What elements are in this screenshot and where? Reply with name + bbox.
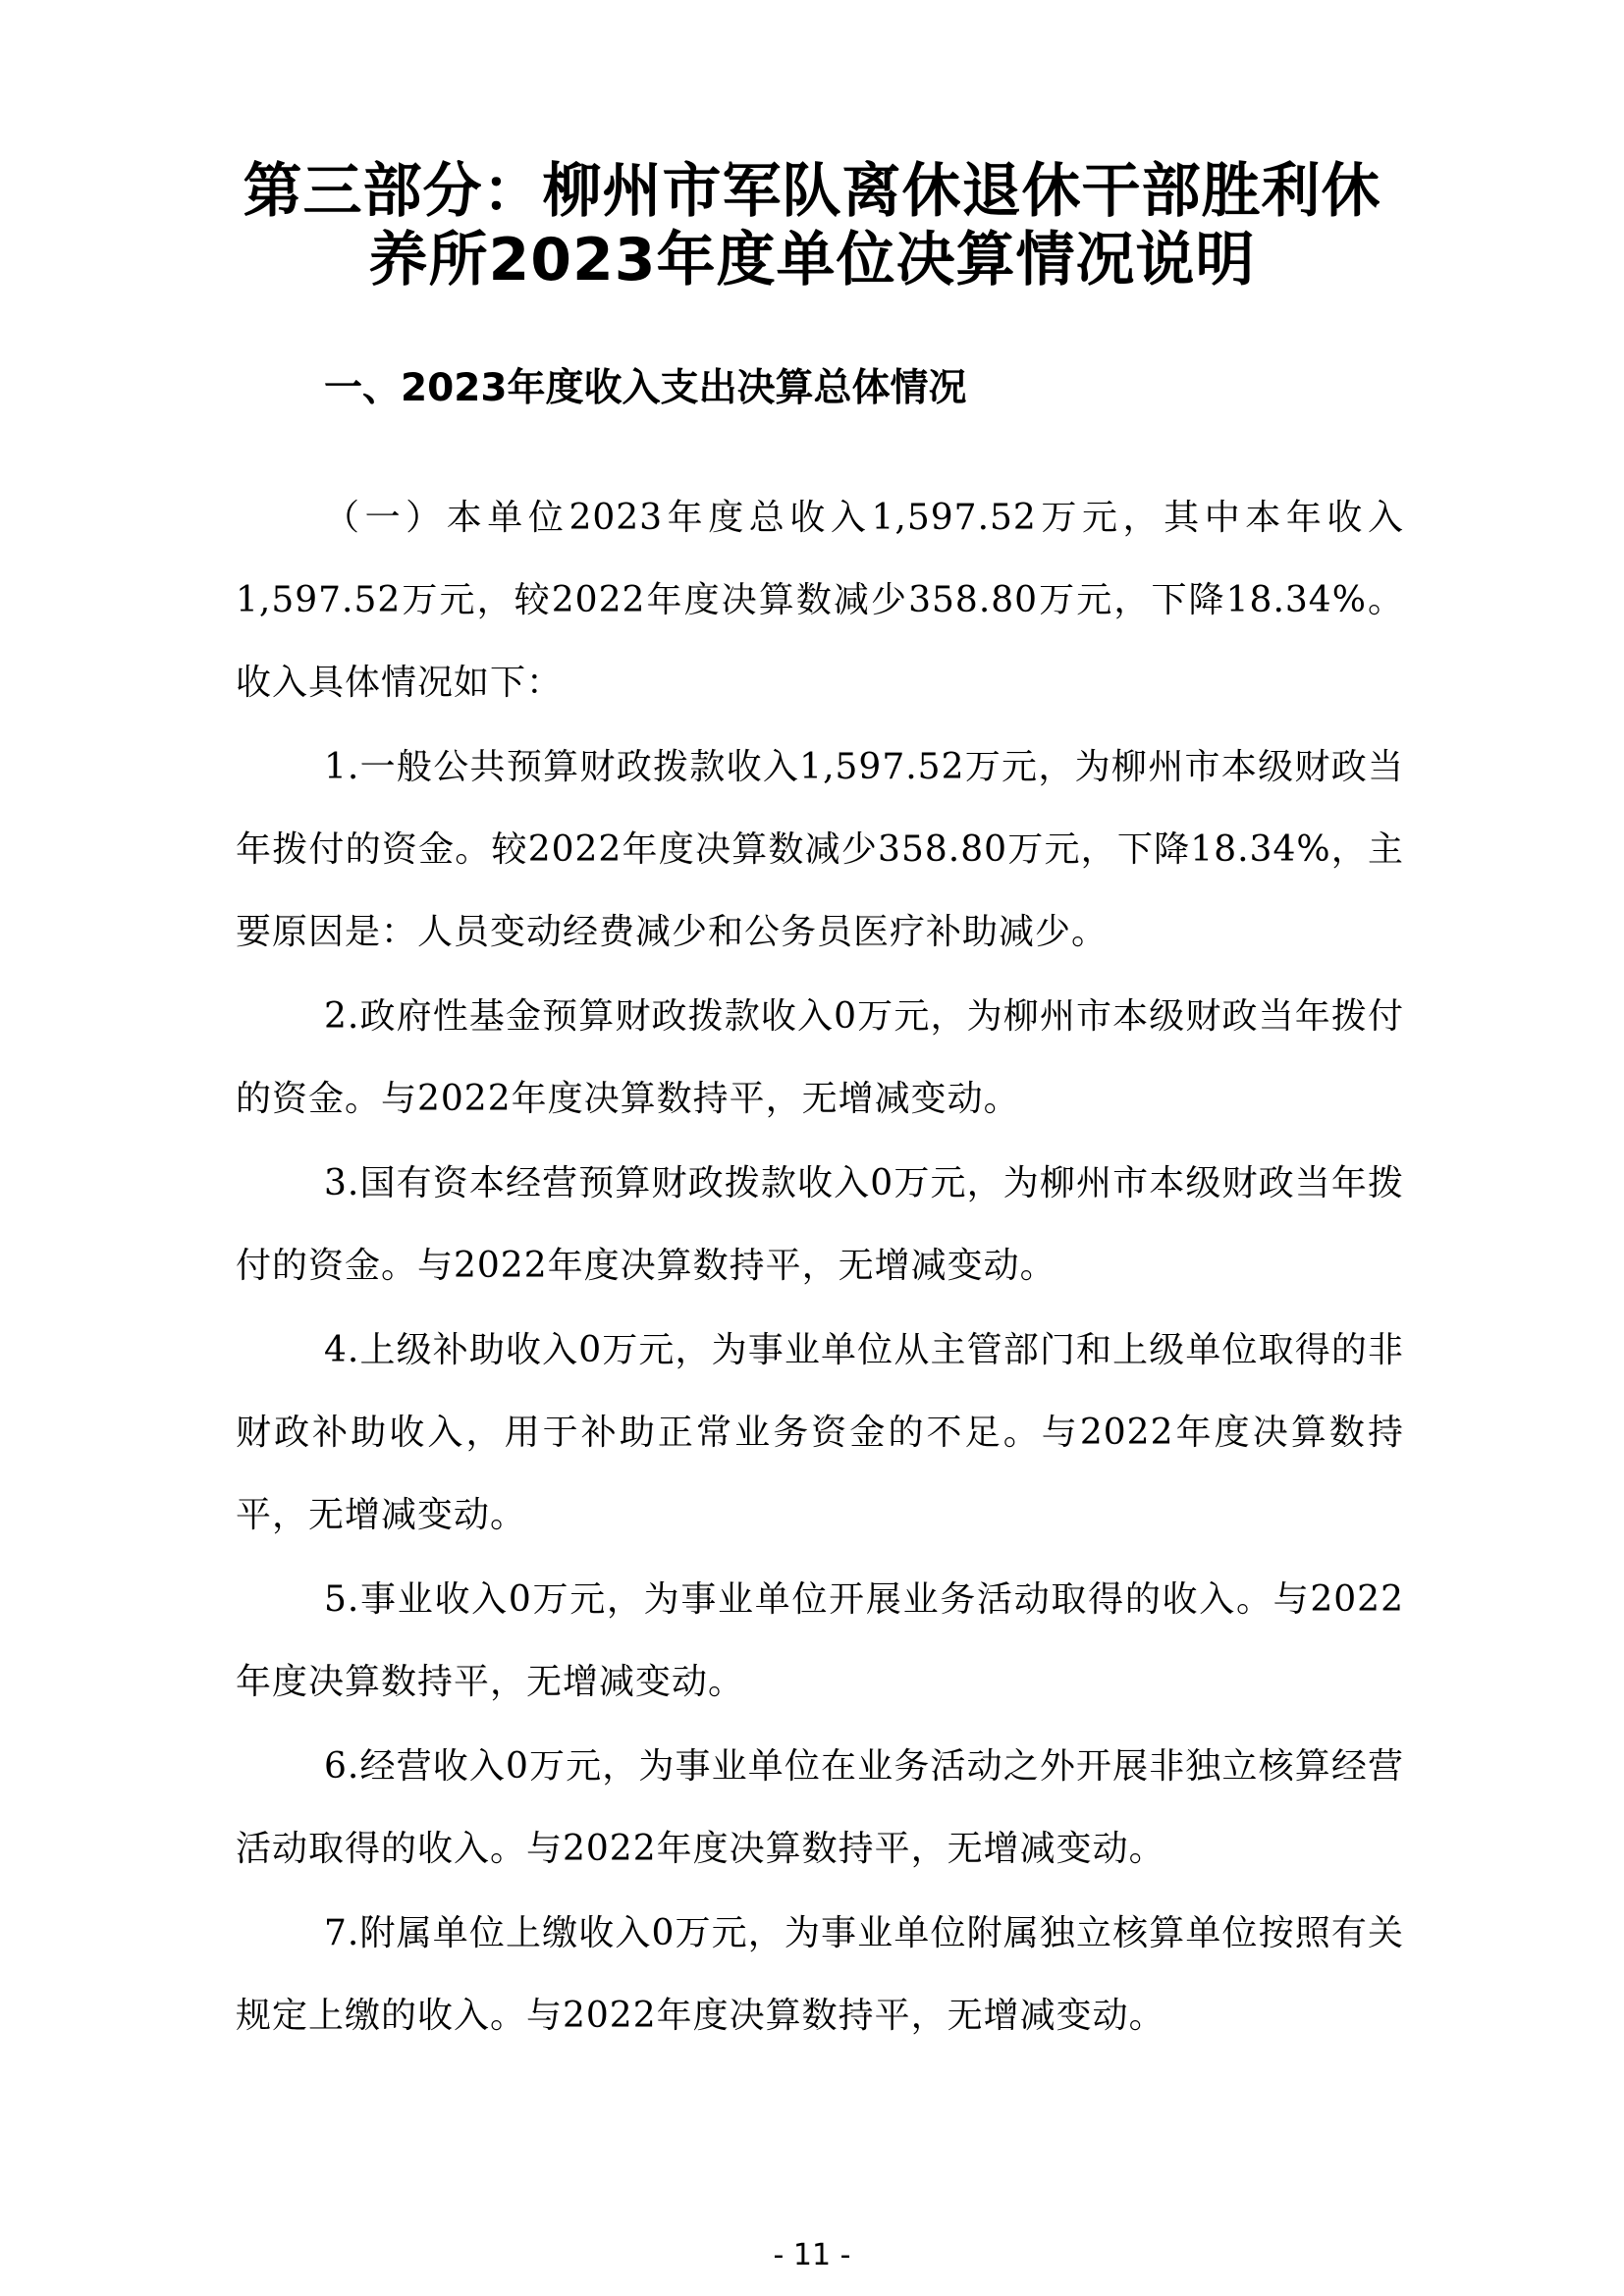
page-title (196, 157, 1428, 294)
paragraph-total-income: （一）本单位2023年度总收入1,597.52万元，其中本年收入1,597.52万元，较2022年度决算数减少358.80万元，下降18.34%。收入具体情况如下： (236, 498, 1404, 703)
paragraph-superior-subsidy: 4.上级补助收入0万元，为事业单位从主管部门和上级单位取得的非财政补助收入，用于补助正常业务资金的不足。与2022年度决算数持平，无增减变动。 (236, 1330, 1404, 1535)
section-heading: 一、2023年度收入支出决算总体情况 (324, 366, 967, 410)
page-number: - 11 - (773, 2238, 851, 2272)
paragraph-general-budget: 1.一般公共预算财政拨款收入1,597.52万元，为柳州市本级财政当年拨付的资金。较2022年度决算数减少358.80万元，下降18.34%，主要原因是：人员变动经费减少和公务员医疗补助减少。 (236, 747, 1404, 952)
paragraph-state-capital: 3.国有资本经营预算财政拨款收入0万元，为柳州市本级财政当年拨付的资金。与2022年度决算数持平，无增减变动。 (236, 1163, 1404, 1286)
paragraph-operating-income: 6.经营收入0万元，为事业单位在业务活动之外开展非独立核算经营活动取得的收入。与2022年度决算数持平，无增减变动。 (236, 1746, 1404, 1869)
paragraph-gov-fund: 2.政府性基金预算财政拨款收入0万元，为柳州市本级财政当年拨付的资金。与2022年度决算数持平，无增减变动。 (236, 996, 1404, 1119)
title-line-1: 第三部分：柳州市军队离休退休干部胜利休 (243, 157, 1381, 226)
paragraph-business-income: 5.事业收入0万元，为事业单位开展业务活动取得的收入。与2022年度决算数持平，无增减变动。 (236, 1579, 1404, 1702)
paragraph-affiliated-income: 7.附属单位上缴收入0万元，为事业单位附属独立核算单位按照有关规定上缴的收入。与2022年度决算数持平，无增减变动。 (236, 1913, 1404, 2036)
body-text (236, 477, 1404, 2059)
title-line-2: 养所2023年度单位决算情况说明 (368, 226, 1256, 294)
